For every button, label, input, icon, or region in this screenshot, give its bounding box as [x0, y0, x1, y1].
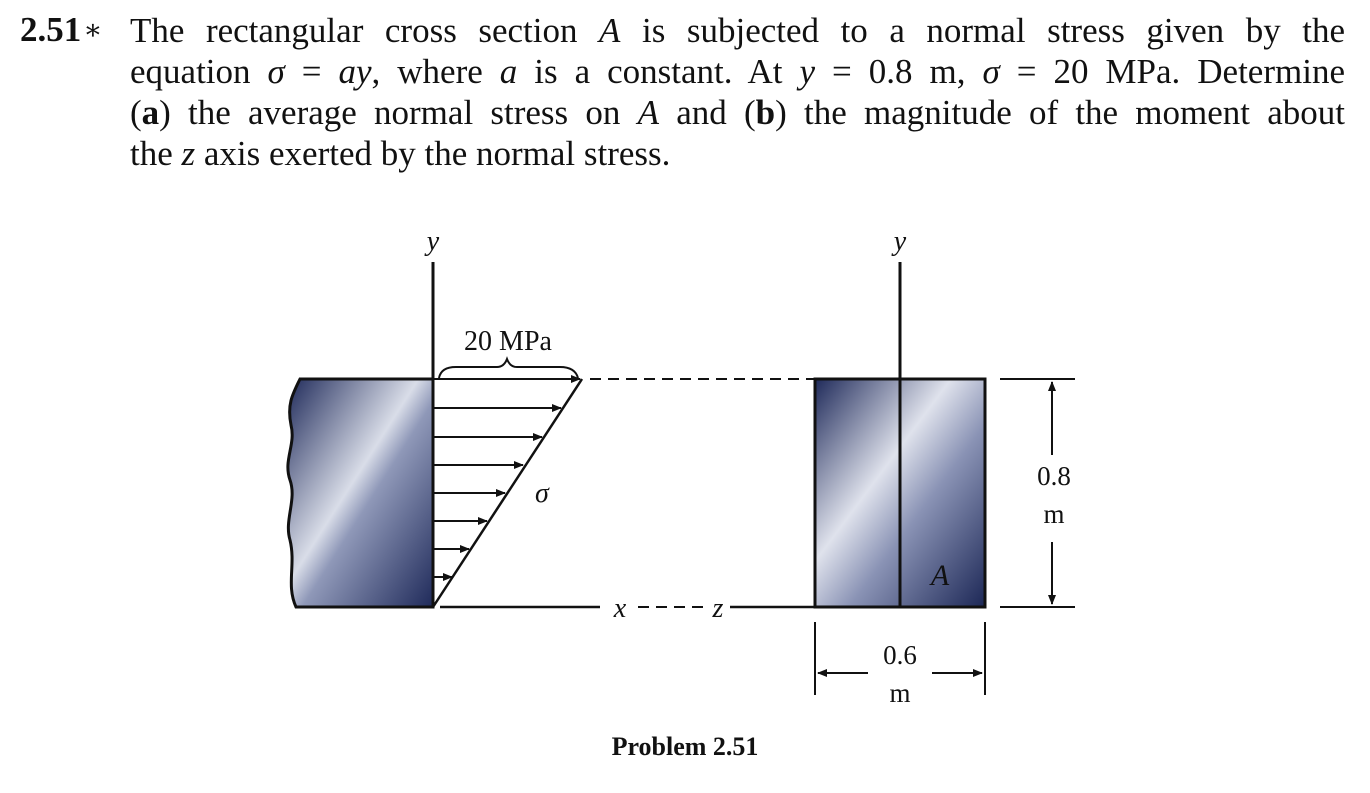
stress-top-label: 20 MPa	[464, 326, 552, 357]
height-unit: m	[1043, 499, 1065, 529]
figure-caption: Problem 2.51	[611, 732, 759, 761]
width-value: 0.6	[883, 640, 917, 670]
statement-line-1: The rectangular cross section A is subjected to a normal stress given by the	[130, 11, 1345, 50]
statement-line-3: (a) the average normal stress on A and (b) the magnitude of the moment about	[130, 93, 1345, 132]
problem-number-text: 2.51	[20, 10, 82, 49]
z-axis-label: z	[712, 593, 724, 624]
left-y-label: y	[426, 226, 440, 257]
right-y-label: y	[893, 226, 907, 257]
height-value: 0.8	[1037, 461, 1071, 491]
area-label: A	[930, 559, 950, 592]
beam-block	[288, 379, 433, 607]
width-unit: m	[889, 678, 911, 708]
problem-star: ∗	[83, 15, 103, 46]
statement-line-4: the z axis exerted by the normal stress.	[130, 134, 671, 173]
x-axis-label: x	[613, 593, 627, 624]
statement-line-2: equation σ = ay, where a is a constant. At y = 0.8 m, σ = 20 MPa. Determine	[130, 52, 1345, 91]
stress-arrows	[433, 379, 580, 577]
stress-brace	[439, 359, 578, 378]
sigma-label: σ	[535, 478, 549, 509]
